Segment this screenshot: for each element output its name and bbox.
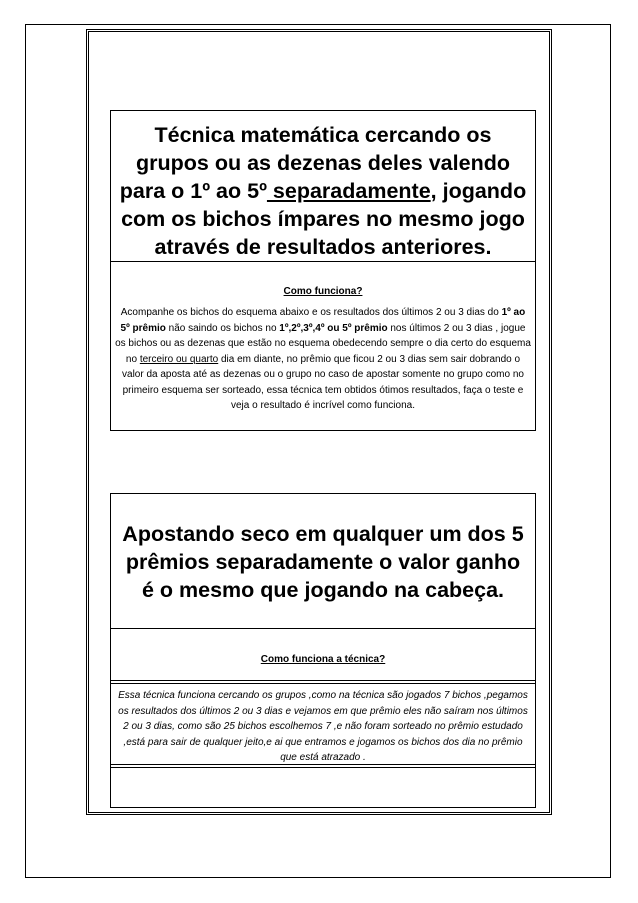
title-text-part1: Técnica matemática cercando os grupos ou as dezenas deles valendo para o 1º ao 5º (119, 123, 510, 203)
body-text-span: dia em diante, no prêmio que ficou 2 ou 3 dias sem sair dobrando o valor da aposta até as dezenas ou o grupo no caso de apostar somente no grupo como no primeiro esquema ser sorteado, essa técnica tem obtidos ótimos resultados, faça o teste e veja o resultado é incrível como funciona. (122, 353, 524, 411)
section-divider (111, 628, 535, 629)
double-divider (111, 680, 535, 684)
technique-text: Essa técnica funciona cercando os grupos ,como na técnica são jogados 7 bichos ,pegamos os resultados dos últimos 2 ou 3 dias e vejamos em que prêmio eles não saíram nos últimos 2 ou 3 dias, como são 25 bichos escolhemos 7 ,e não foram sorteado no prêmio estudado ,está para sair de qualquer jeito,e ai que entramos e jogamos os bichos dos dia no prêmio que está atrazado . (118, 690, 528, 763)
body-bold-span: 1º ao 5º prêmio (120, 307, 526, 334)
technique-heading: Como funciona a técnica? (260, 654, 386, 665)
double-divider (111, 764, 535, 768)
body-underlined-span: terceiro ou quarto (139, 353, 219, 365)
body-text-span: nos últimos 2 ou 3 dias , jogue os bichos ou as dezenas que estão no esquema obedecendo sempre o dia certo do esquema no (115, 322, 531, 365)
title-text-part2: , jogando com os bichos ímpares no mesmo jogo através de resultados anteriores. (121, 179, 527, 259)
section-divider (111, 261, 535, 262)
technique-box (110, 110, 536, 431)
betting-title: Apostando seco em qualquer um dos 5 prêmios separadamente o valor ganho é o mesmo que jogando na cabeça. (122, 522, 524, 602)
body-text-span: não saindo os bichos no (165, 322, 280, 334)
how-it-works-text (115, 305, 531, 414)
body-bold-span: 1º,2º,3º,4º ou 5º prêmio (279, 322, 388, 334)
title-text-underlined: separadamente (266, 179, 431, 203)
body-text-span: Acompanhe os bichos do esquema abaixo e os resultados dos últimos 2 ou 3 dias do (120, 307, 502, 318)
betting-box (110, 493, 536, 808)
technique-title (111, 121, 535, 261)
how-it-works-heading: Como funciona? (283, 286, 363, 297)
